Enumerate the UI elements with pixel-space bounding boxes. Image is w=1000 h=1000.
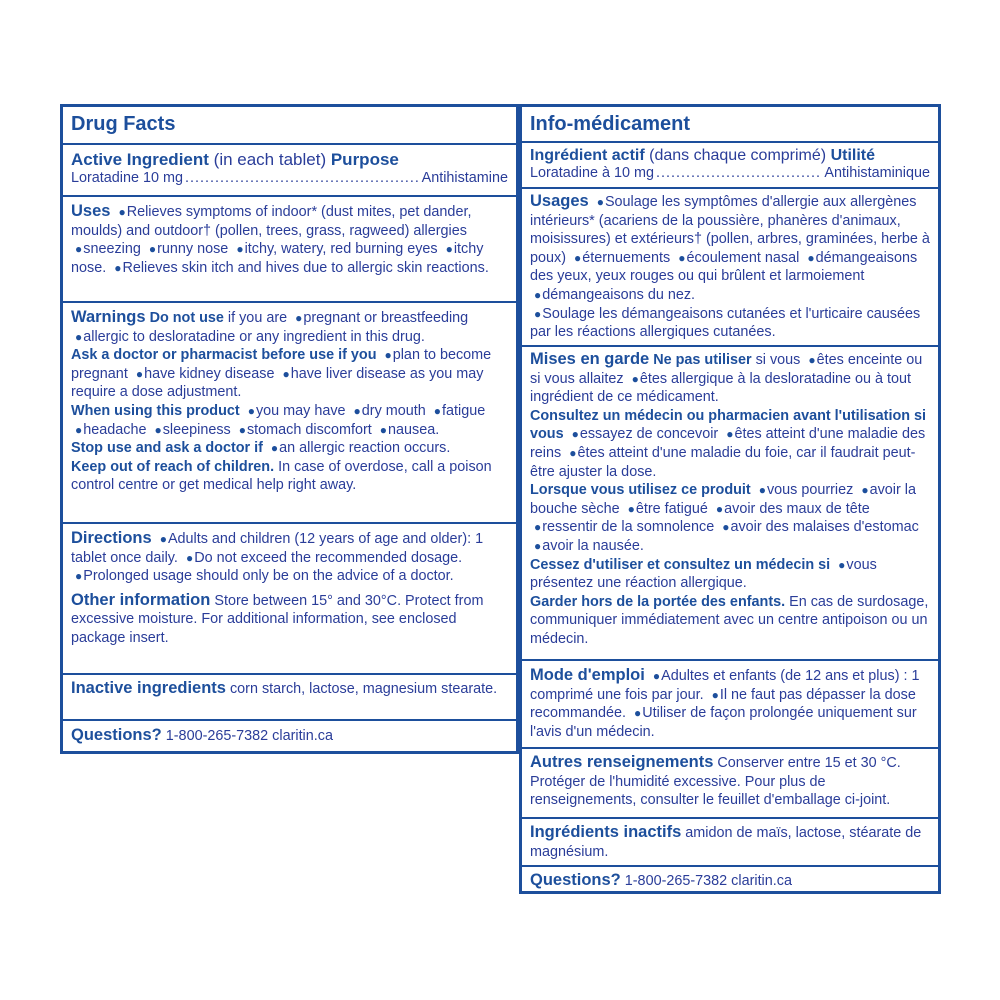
bullet-icon: ● xyxy=(715,501,724,516)
direction-item: Do not exceed the recommended dosage. xyxy=(194,549,463,566)
when-using-block xyxy=(71,402,508,439)
warning-item: an allergic reaction occurs. xyxy=(279,440,451,457)
warnings-section xyxy=(63,303,516,524)
other-info-heading: Autres renseignements xyxy=(530,753,714,771)
warning-item: you may have xyxy=(255,402,346,419)
directions-other-section xyxy=(63,524,516,675)
bullet-icon: ● xyxy=(159,532,167,546)
keep-out-text: In case of overdose, call a poison control centre or get medical help right away. xyxy=(71,458,492,494)
bullet-icon: ● xyxy=(807,250,815,265)
warning-item: headache xyxy=(83,421,147,438)
keep-out-text: En cas de surdosage, communiquer immédiatement avec un centre antipoison ou un médecin. xyxy=(530,593,929,647)
questions-heading: Questions? xyxy=(530,871,621,889)
bullet-icon: ● xyxy=(569,445,577,460)
questions-text: 1-800-265-7382 claritin.ca xyxy=(624,873,792,889)
bullet-icon: ● xyxy=(114,260,122,275)
uses-item: runny nose xyxy=(157,241,229,258)
bullet-icon: ● xyxy=(711,687,719,702)
bullet-icon: ● xyxy=(154,422,162,437)
active-ingredient-heading: Ingrédient actif xyxy=(530,147,645,164)
bullet-icon: ● xyxy=(295,311,303,325)
do-not-use-text: if you are xyxy=(227,310,288,326)
warning-item: allergic to desloratadine or any ingredient in this drug. xyxy=(83,328,425,345)
active-ingredient-qualifier: (in each tablet) xyxy=(213,150,327,169)
when-using-label: When using this product xyxy=(71,402,240,419)
warnings-section xyxy=(522,347,938,661)
bullet-icon: ● xyxy=(574,250,582,265)
uses-item: Relieves skin itch and hives due to allergic skin reactions. xyxy=(122,259,489,276)
bullet-icon: ● xyxy=(627,501,635,516)
warning-item: stomach discomfort xyxy=(246,421,372,438)
bullet-icon: ● xyxy=(722,520,730,535)
questions-section xyxy=(522,867,938,894)
bullet-icon: ● xyxy=(353,403,361,418)
warning-item: vous présentez une réaction allergique. xyxy=(530,556,877,592)
other-info-heading: Other information xyxy=(71,590,211,609)
inactive-heading: Ingrédients inactifs xyxy=(530,823,682,841)
inactive-heading: Inactive ingredients xyxy=(71,679,226,697)
bullet-icon: ● xyxy=(631,371,639,386)
direction-item: Il ne faut pas dépasser la dose recommandée. xyxy=(530,686,916,722)
bullet-icon: ● xyxy=(118,205,126,219)
ingredient-name: Loratadine 10 mg xyxy=(71,170,184,186)
uses-heading: Usages xyxy=(530,192,589,210)
uses-item: Soulage les symptômes d'allergie aux allergènes intérieurs* (acariens de la poussière, phanères d'animaux, moisissures) et extérieurs† (pollen, arbres, graminées, herbe à poux) xyxy=(530,194,930,266)
warning-item: ressentir de la somnolence xyxy=(542,519,715,536)
bullet-icon: ● xyxy=(282,366,290,381)
uses-item: écoulement nasal xyxy=(686,249,800,266)
drug-facts-panel-english xyxy=(60,104,519,754)
uses-item: démangeaisons des yeux, yeux rouges ou qui brûlent et larmoiement xyxy=(530,249,918,285)
directions-heading: Directions xyxy=(71,529,152,547)
directions-heading: Mode d'emploi xyxy=(530,666,645,684)
warning-item: êtes atteint d'une maladie du foie, car il faudrait peut-être ajuster la dose. xyxy=(530,444,916,480)
do-not-use-label: Do not use xyxy=(149,310,224,326)
warning-item: avoir des malaises d'estomac xyxy=(730,519,919,536)
inactive-section xyxy=(522,819,938,867)
uses-heading: Uses xyxy=(71,202,111,220)
active-ingredient-section xyxy=(522,143,938,189)
bullet-icon: ● xyxy=(652,669,661,683)
bullet-icon: ● xyxy=(861,483,869,498)
direction-item: Prolonged usage should only be on the advice of a doctor. xyxy=(83,568,454,585)
uses-item: itchy nose. xyxy=(71,241,484,276)
ask-doctor-block xyxy=(530,407,930,481)
bullet-icon: ● xyxy=(726,427,734,442)
active-ingredient-qualifier: (dans chaque comprimé) xyxy=(649,147,827,164)
keep-out-block xyxy=(530,593,930,649)
bullet-icon: ● xyxy=(148,242,157,257)
inactive-text: corn starch, lactose, magnesium stearate. xyxy=(229,681,498,697)
warning-item: êtes allergique à la desloratadine ou à tout ingrédient de ce médicament. xyxy=(530,370,912,406)
ask-doctor-label: Ask a doctor or pharmacist before use if you xyxy=(71,347,377,364)
uses-item: sneezing xyxy=(83,241,141,258)
bullet-icon: ● xyxy=(75,242,83,257)
warning-item: have kidney disease xyxy=(144,365,275,382)
bullet-icon: ● xyxy=(384,348,392,363)
bullet-icon: ● xyxy=(247,403,255,418)
bullet-icon: ● xyxy=(678,250,686,265)
questions-text: 1-800-265-7382 claritin.ca xyxy=(165,728,333,744)
bullet-icon: ● xyxy=(445,242,453,257)
bullet-icon: ● xyxy=(838,557,846,572)
bullet-icon: ● xyxy=(571,427,579,442)
questions-section xyxy=(63,721,516,749)
warning-item: plan to become pregnant xyxy=(71,347,492,382)
uses-item: éternuements xyxy=(582,249,671,266)
panel-title: Drug Facts xyxy=(63,107,516,145)
warning-item: essayez de concevoir xyxy=(579,426,719,443)
bullet-icon: ● xyxy=(238,422,246,437)
warnings-heading: Warnings xyxy=(71,308,146,326)
direction-item: Adults and children (12 years of age and older): 1 tablet once daily. xyxy=(71,531,484,566)
uses-item: démangeaisons du nez. xyxy=(542,286,696,303)
purpose-heading: Purpose xyxy=(330,150,399,169)
warning-item: nausea. xyxy=(388,421,440,438)
bullet-icon: ● xyxy=(634,706,642,721)
warning-item: avoir la nausée. xyxy=(542,537,644,554)
questions-heading: Questions? xyxy=(71,726,162,744)
directions-section xyxy=(522,661,938,749)
ask-doctor-block xyxy=(71,346,508,402)
bullet-icon: ● xyxy=(379,422,387,437)
other-info-section xyxy=(522,749,938,819)
direction-item: Adultes et enfants (de 12 ans et plus) : 1 comprimé une fois par jour. xyxy=(530,668,920,703)
when-using-block xyxy=(530,481,930,555)
bullet-icon: ● xyxy=(270,441,279,456)
do-not-use-label: Ne pas utiliser xyxy=(653,352,752,368)
uses-item: itchy, watery, red burning eyes xyxy=(244,241,438,258)
directions-block xyxy=(71,529,508,586)
ingredient-purpose: Antihistaminique xyxy=(824,165,930,181)
bullet-icon: ● xyxy=(236,242,244,257)
warning-item: fatigue xyxy=(442,402,486,419)
bullet-icon: ● xyxy=(185,550,194,565)
warning-item: être fatigué xyxy=(635,500,708,517)
warning-item: avoir la bouche sèche xyxy=(530,482,916,517)
bullet-icon: ● xyxy=(75,329,83,344)
stop-use-label: Cessez d'utiliser et consultez un médecin si xyxy=(530,556,831,573)
bullet-icon: ● xyxy=(135,366,144,381)
warnings-heading: Mises en garde xyxy=(530,350,650,368)
direction-item: Utiliser de façon prolongée uniquement sur l'avis d'un médecin. xyxy=(530,705,917,740)
inactive-text: amidon de maïs, lactose, stéarate de magnésium. xyxy=(530,825,922,860)
bullet-icon: ● xyxy=(433,403,442,418)
bullet-icon: ● xyxy=(808,353,816,367)
keep-out-label: Garder hors de la portée des enfants. xyxy=(530,593,786,610)
bullet-icon: ● xyxy=(596,195,604,209)
drug-facts-panel-french xyxy=(519,104,941,894)
bullet-icon: ● xyxy=(75,422,83,437)
other-info-text: Conserver entre 15 et 30 °C. Protéger de l'humidité excessive. Pour plus de renseignements, consulter le feuillet d'emballage ci-joint. xyxy=(530,755,901,809)
uses-section xyxy=(522,189,938,347)
inactive-section xyxy=(63,675,516,721)
warning-item: dry mouth xyxy=(361,402,426,419)
ingredient-name: Loratadine à 10 mg xyxy=(530,165,655,181)
leader-dots xyxy=(656,165,822,182)
bullet-icon: ● xyxy=(758,483,766,498)
warning-item: sleepiness xyxy=(162,421,231,438)
bullet-icon: ● xyxy=(534,287,542,302)
active-ingredient-heading: Active Ingredient xyxy=(71,150,209,169)
purpose-heading: Utilité xyxy=(830,147,876,164)
keep-out-block xyxy=(71,458,508,495)
leader-dots xyxy=(185,170,420,187)
other-info-text: Store between 15° and 30°C. Protect from excessive moisture. For additional information, see enclosed package insert. xyxy=(71,592,484,646)
uses-item: Relieves symptoms of indoor* (dust mites, pet dander, moulds) and outdoor† (pollen, trees, grass, ragweed) allergies xyxy=(71,204,472,239)
when-using-label: Lorsque vous utilisez ce produit xyxy=(530,482,751,499)
do-not-use-text: si vous xyxy=(755,352,801,368)
warning-item: êtes enceinte ou si vous allaitez xyxy=(530,352,923,387)
bullet-icon: ● xyxy=(534,538,542,553)
warning-item: êtes atteint d'une maladie des reins xyxy=(530,426,926,461)
uses-section xyxy=(63,197,516,303)
stop-use-block xyxy=(71,439,508,458)
warning-item: avoir des maux de tête xyxy=(724,500,870,517)
warning-item: pregnant or breastfeeding xyxy=(303,310,469,326)
active-ingredient-section xyxy=(63,145,516,197)
stop-use-label: Stop use and ask a doctor if xyxy=(71,440,263,457)
bullet-icon: ● xyxy=(534,306,542,321)
other-info-block xyxy=(71,591,508,648)
stop-use-block xyxy=(530,556,930,593)
ask-doctor-label: Consultez un médecin ou pharmacien avant l'utilisation si vous xyxy=(530,407,927,443)
uses-item: Soulage les démangeaisons cutanées et l'urticaire causées par les réactions allergiques cutanées. xyxy=(530,305,921,341)
panel-title: Info-médicament xyxy=(522,107,938,143)
bullet-icon: ● xyxy=(75,569,83,584)
keep-out-label: Keep out of reach of children. xyxy=(71,458,275,475)
warning-item: vous pourriez xyxy=(766,482,854,499)
warning-item: have liver disease as you may require a dose adjustment. xyxy=(71,365,484,401)
bullet-icon: ● xyxy=(534,520,542,535)
ingredient-purpose: Antihistamine xyxy=(421,170,508,186)
